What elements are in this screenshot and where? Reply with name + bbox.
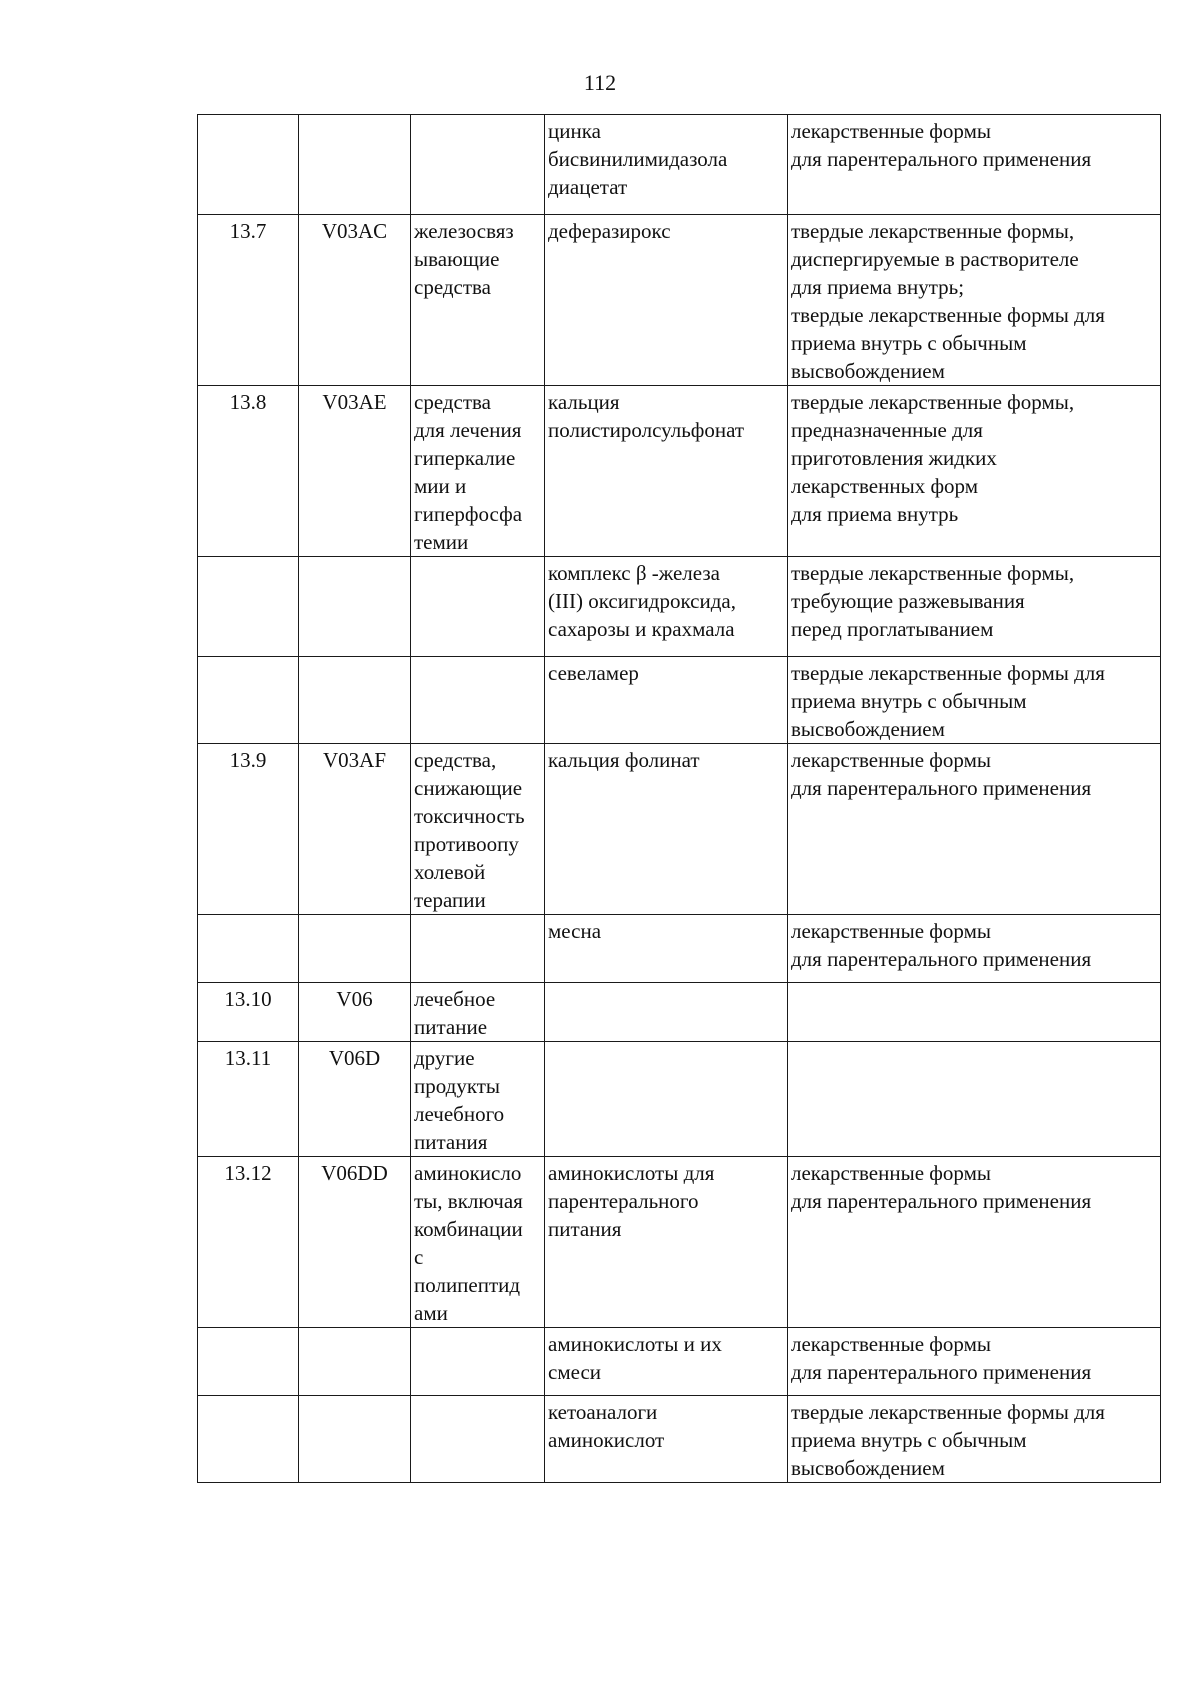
group-name-cell-line: полипептид — [414, 1273, 521, 1297]
group-name-cell-line: ты, включая — [414, 1189, 523, 1213]
group-name-cell — [411, 983, 545, 1042]
group-name-cell — [411, 215, 545, 386]
dosage-form-cell-line: приготовления жидких — [791, 446, 997, 470]
drug-name-cell-line: парентерального — [548, 1189, 699, 1213]
group-name-cell — [411, 1328, 545, 1396]
drug-name-cell-line: комплекс β -железа — [548, 561, 720, 585]
dosage-form-cell — [788, 1157, 1161, 1328]
table-row — [198, 557, 1161, 657]
drug-name-cell-line: аминокислот — [548, 1428, 665, 1452]
dosage-form-cell — [788, 983, 1161, 1042]
group-name-cell — [411, 657, 545, 744]
group-name-cell-line: холевой — [414, 860, 486, 884]
dosage-form-cell — [788, 1396, 1161, 1483]
drug-name-cell — [545, 983, 788, 1042]
drug-name-cell-line: питания — [548, 1217, 622, 1241]
row-number-cell — [198, 915, 299, 983]
dosage-form-cell-line: лекарственные формы — [791, 119, 991, 143]
drug-name-cell — [545, 1157, 788, 1328]
dosage-form-cell — [788, 557, 1161, 657]
row-number-cell — [198, 557, 299, 657]
drug-name-cell-line: кетоаналоги — [548, 1400, 658, 1424]
group-name-cell-line: продукты — [414, 1074, 501, 1098]
dosage-form-cell-line: для парентерального применения — [791, 947, 1092, 971]
atc-code-cell: V06 — [299, 983, 411, 1042]
dosage-form-cell — [788, 1042, 1161, 1157]
drug-name-cell-line: смеси — [548, 1360, 602, 1384]
dosage-form-cell-line: для парентерального применения — [791, 1189, 1092, 1213]
row-number-cell — [198, 657, 299, 744]
atc-code-cell: V03AF — [299, 744, 411, 915]
row-number-cell: 13.10 — [198, 983, 299, 1042]
dosage-form-cell-line: лекарственные формы — [791, 1332, 991, 1356]
dosage-form-cell — [788, 215, 1161, 386]
table-row — [198, 744, 1161, 915]
group-name-cell — [411, 386, 545, 557]
group-name-cell-line: противоопу — [414, 832, 519, 856]
table-row — [198, 983, 1161, 1042]
table-row — [198, 1042, 1161, 1157]
drug-name-cell — [545, 1042, 788, 1157]
table-row — [198, 1396, 1161, 1483]
dosage-form-cell-line: предназначенные для — [791, 418, 983, 442]
drug-table — [197, 114, 1161, 1483]
dosage-form-cell — [788, 1328, 1161, 1396]
group-name-cell-line: темии — [414, 530, 469, 554]
table-row — [198, 215, 1161, 386]
dosage-form-cell — [788, 915, 1161, 983]
drug-name-cell-line: севеламер — [548, 661, 639, 685]
group-name-cell — [411, 557, 545, 657]
row-number-cell: 13.8 — [198, 386, 299, 557]
dosage-form-cell-line: диспергируемые в растворителе — [791, 247, 1079, 271]
drug-name-cell — [545, 657, 788, 744]
dosage-form-cell-line: лекарственных форм — [791, 474, 979, 498]
drug-name-cell-line: кальция — [548, 390, 620, 414]
drug-name-cell — [545, 1396, 788, 1483]
dosage-form-cell — [788, 115, 1161, 215]
drug-name-cell-line: цинка — [548, 119, 601, 143]
atc-code-cell: V03AC — [299, 215, 411, 386]
drug-name-cell-line: кальция фолинат — [548, 748, 700, 772]
group-name-cell — [411, 1396, 545, 1483]
drug-name-cell-line: аминокислоты и их — [548, 1332, 722, 1356]
atc-code-cell: V06D — [299, 1042, 411, 1157]
atc-code-cell — [299, 1396, 411, 1483]
row-number-cell — [198, 1328, 299, 1396]
dosage-form-cell-line: твердые лекарственные формы, — [791, 390, 1075, 414]
group-name-cell-line: для лечения — [414, 418, 522, 442]
dosage-form-cell-line: лекарственные формы — [791, 748, 991, 772]
atc-code-cell — [299, 557, 411, 657]
dosage-form-cell-line: для парентерального применения — [791, 1360, 1092, 1384]
group-name-cell-line: с — [414, 1245, 424, 1269]
dosage-form-cell-line: высвобождением — [791, 359, 945, 383]
dosage-form-cell-line: лекарственные формы — [791, 1161, 991, 1185]
dosage-form-cell-line: высвобождением — [791, 1456, 945, 1480]
group-name-cell — [411, 915, 545, 983]
group-name-cell-line: средства, — [414, 748, 497, 772]
drug-name-cell — [545, 115, 788, 215]
group-name-cell — [411, 1157, 545, 1328]
group-name-cell-line: питание — [414, 1015, 488, 1039]
group-name-cell-line: питания — [414, 1130, 488, 1154]
atc-code-cell — [299, 1328, 411, 1396]
group-name-cell-line: мии и — [414, 474, 467, 498]
dosage-form-cell-line: для приема внутрь — [791, 502, 959, 526]
drug-name-cell-line: аминокислоты для — [548, 1161, 715, 1185]
group-name-cell-line: средства — [414, 275, 492, 299]
group-name-cell-line: комбинации — [414, 1217, 523, 1241]
dosage-form-cell-line: твердые лекарственные формы, — [791, 219, 1075, 243]
row-number-cell: 13.9 — [198, 744, 299, 915]
table-row — [198, 1157, 1161, 1328]
row-number-cell: 13.7 — [198, 215, 299, 386]
dosage-form-cell-line: высвобождением — [791, 717, 945, 741]
drug-name-cell — [545, 386, 788, 557]
drug-name-cell-line: диацетат — [548, 175, 628, 199]
drug-name-cell — [545, 557, 788, 657]
group-name-cell — [411, 1042, 545, 1157]
group-name-cell-line: лечебного — [414, 1102, 505, 1126]
drug-name-cell — [545, 744, 788, 915]
dosage-form-cell-line: приема внутрь с обычным — [791, 689, 1027, 713]
row-number-cell: 13.11 — [198, 1042, 299, 1157]
row-number-cell — [198, 115, 299, 215]
dosage-form-cell-line: для приема внутрь; — [791, 275, 965, 299]
atc-code-cell: V06DD — [299, 1157, 411, 1328]
atc-code-cell — [299, 657, 411, 744]
dosage-form-cell — [788, 657, 1161, 744]
dosage-form-cell-line: лекарственные формы — [791, 919, 991, 943]
group-name-cell-line: железосвяз — [414, 219, 514, 243]
dosage-form-cell — [788, 386, 1161, 557]
atc-code-cell — [299, 115, 411, 215]
atc-code-cell: V03AE — [299, 386, 411, 557]
dosage-form-cell-line: твердые лекарственные формы, — [791, 561, 1075, 585]
drug-name-cell — [545, 915, 788, 983]
atc-code-cell — [299, 915, 411, 983]
drug-name-cell — [545, 1328, 788, 1396]
table-row — [198, 915, 1161, 983]
dosage-form-cell-line: для парентерального применения — [791, 147, 1092, 171]
group-name-cell-line: аминокисло — [414, 1161, 522, 1185]
group-name-cell — [411, 744, 545, 915]
drug-name-cell-line: (III) оксигидроксида, — [548, 589, 736, 613]
dosage-form-cell-line: перед проглатыванием — [791, 617, 994, 641]
row-number-cell — [198, 1396, 299, 1483]
drug-name-cell-line: месна — [548, 919, 602, 943]
drug-name-cell-line: сахарозы и крахмала — [548, 617, 735, 641]
drug-name-cell-line: деферазирокс — [548, 219, 671, 243]
group-name-cell-line: ами — [414, 1301, 448, 1325]
group-name-cell-line: лечебное — [414, 987, 496, 1011]
dosage-form-cell — [788, 744, 1161, 915]
dosage-form-cell-line: твердые лекарственные формы для — [791, 1400, 1105, 1424]
group-name-cell-line: гиперфосфа — [414, 502, 523, 526]
group-name-cell-line: токсичность — [414, 804, 525, 828]
table-row — [198, 1328, 1161, 1396]
dosage-form-cell-line: твердые лекарственные формы для — [791, 661, 1105, 685]
dosage-form-cell-line: приема внутрь с обычным — [791, 331, 1027, 355]
group-name-cell-line: терапии — [414, 888, 486, 912]
group-name-cell-line: гиперкалие — [414, 446, 516, 470]
group-name-cell-line: другие — [414, 1046, 475, 1070]
drug-name-cell-line: полистиролсульфонат — [548, 418, 745, 442]
drug-name-cell-line: бисвинилимидазола — [548, 147, 728, 171]
group-name-cell — [411, 115, 545, 215]
group-name-cell-line: ывающие — [414, 247, 500, 271]
group-name-cell-line: средства — [414, 390, 492, 414]
dosage-form-cell-line: твердые лекарственные формы для — [791, 303, 1105, 327]
dosage-form-cell-line: требующие разжевывания — [791, 589, 1025, 613]
page-number: 112 — [583, 70, 617, 95]
drug-name-cell — [545, 215, 788, 386]
table-row — [198, 657, 1161, 744]
row-number-cell: 13.12 — [198, 1157, 299, 1328]
dosage-form-cell-line: для парентерального применения — [791, 776, 1092, 800]
table-row — [198, 115, 1161, 215]
table-row — [198, 386, 1161, 557]
group-name-cell-line: снижающие — [414, 776, 523, 800]
table-body — [198, 115, 1161, 1483]
dosage-form-cell-line: приема внутрь с обычным — [791, 1428, 1027, 1452]
